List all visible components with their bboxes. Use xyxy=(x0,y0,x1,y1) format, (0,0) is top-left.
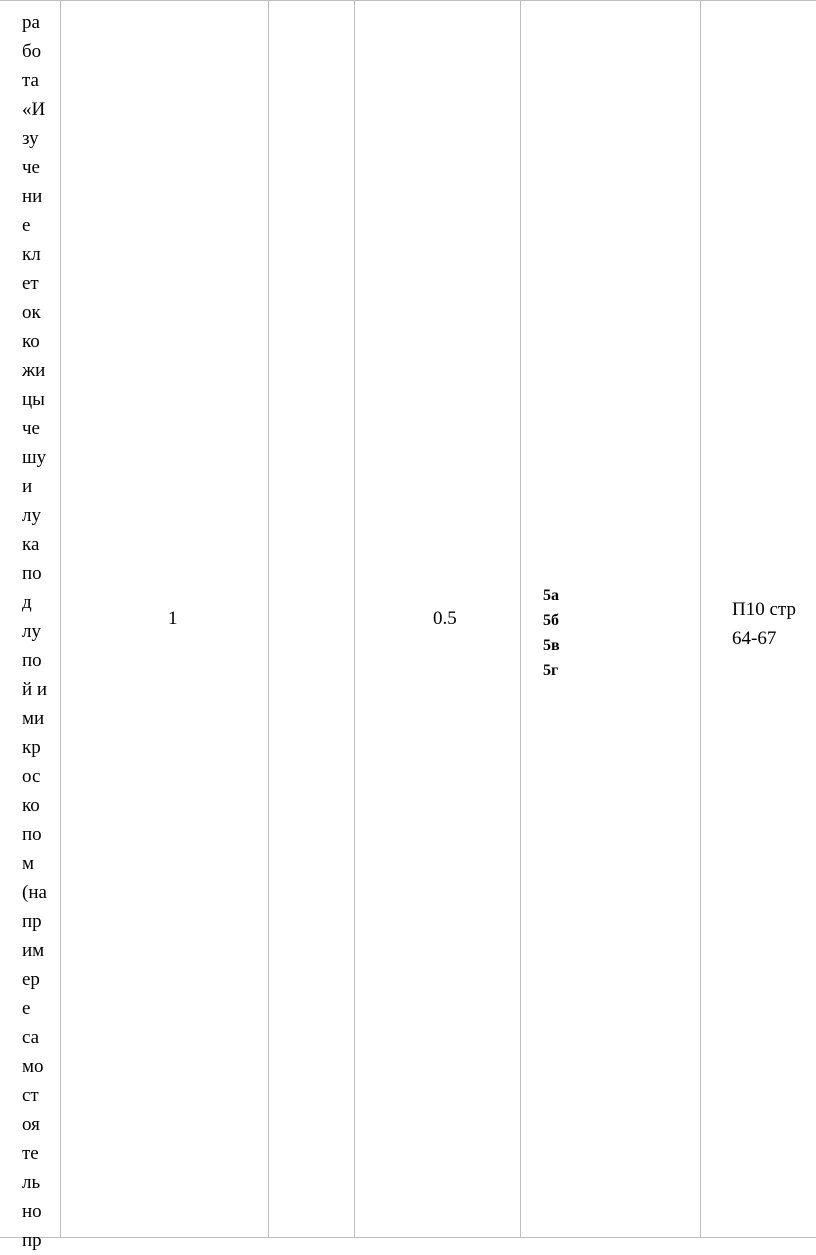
topic-text-line: шу xyxy=(22,447,47,468)
topic-text-line: че xyxy=(22,418,40,439)
column-divider xyxy=(268,1,269,1237)
topic-text-line: ос xyxy=(22,766,41,787)
topic-text-line: ет xyxy=(22,273,39,294)
topic-text-line: лу xyxy=(22,505,41,526)
topic-cell xyxy=(22,8,62,1255)
topic-text-line: по xyxy=(22,824,42,845)
topic-text-line: ст xyxy=(22,1085,39,1106)
topic-text-line: бо xyxy=(22,41,42,62)
topic-text-line: мо xyxy=(22,1056,44,1077)
topic-text-line: ни xyxy=(22,186,43,207)
topic-text-line: ра xyxy=(22,12,40,33)
topic-text-line: д xyxy=(22,592,32,613)
topic-text-line: ка xyxy=(22,534,40,555)
topic-text-line: м xyxy=(22,853,35,874)
topic-text-line: цы xyxy=(22,389,45,410)
topic-text-line: е xyxy=(22,215,31,236)
column-divider xyxy=(520,1,521,1237)
topic-text-line: че xyxy=(22,157,40,178)
topic-text-line: по xyxy=(22,650,42,671)
topic-text-line: кл xyxy=(22,244,41,265)
classes-cell xyxy=(543,583,560,683)
topic-text-line: и xyxy=(22,476,33,497)
topic-text-line: ль xyxy=(22,1172,41,1193)
class-label: 5г xyxy=(543,662,559,679)
topic-text-line: (на xyxy=(22,882,47,903)
topic-text-line: жи xyxy=(22,360,46,381)
topic-text-line: но xyxy=(22,1201,42,1222)
hours-cell: 1 xyxy=(168,608,178,629)
topic-text-line: ок xyxy=(22,302,41,323)
topic-text-line: пр xyxy=(22,1230,42,1251)
topic-text-line: те xyxy=(22,1143,39,1164)
paragraph-reference-cell: П10 стр 64-67 xyxy=(732,599,796,649)
topic-text-line: оя xyxy=(22,1114,40,1135)
value-cell: 0.5 xyxy=(433,608,457,629)
class-label: 5в xyxy=(543,637,560,654)
topic-text-line: им xyxy=(22,940,45,961)
topic-text-line: «И xyxy=(22,99,46,120)
class-label: 5а xyxy=(543,587,559,604)
topic-text-line: ми xyxy=(22,708,45,729)
topic-text-line: по xyxy=(22,563,42,584)
column-divider xyxy=(700,1,701,1237)
topic-text-line: кр xyxy=(22,737,41,758)
topic-text-line: ер xyxy=(22,969,40,990)
topic-text-line: пр xyxy=(22,911,42,932)
topic-text-line: ко xyxy=(22,795,40,816)
topic-text-line: зу xyxy=(22,128,39,149)
topic-text-line: лу xyxy=(22,621,41,642)
class-label: 5б xyxy=(543,612,559,629)
topic-text-line: са xyxy=(22,1027,40,1048)
topic-text-line: й и xyxy=(22,679,48,700)
topic-text-line: ко xyxy=(22,331,40,352)
topic-text-line: е xyxy=(22,998,31,1019)
topic-text-line: та xyxy=(22,70,39,91)
column-divider xyxy=(354,1,355,1237)
